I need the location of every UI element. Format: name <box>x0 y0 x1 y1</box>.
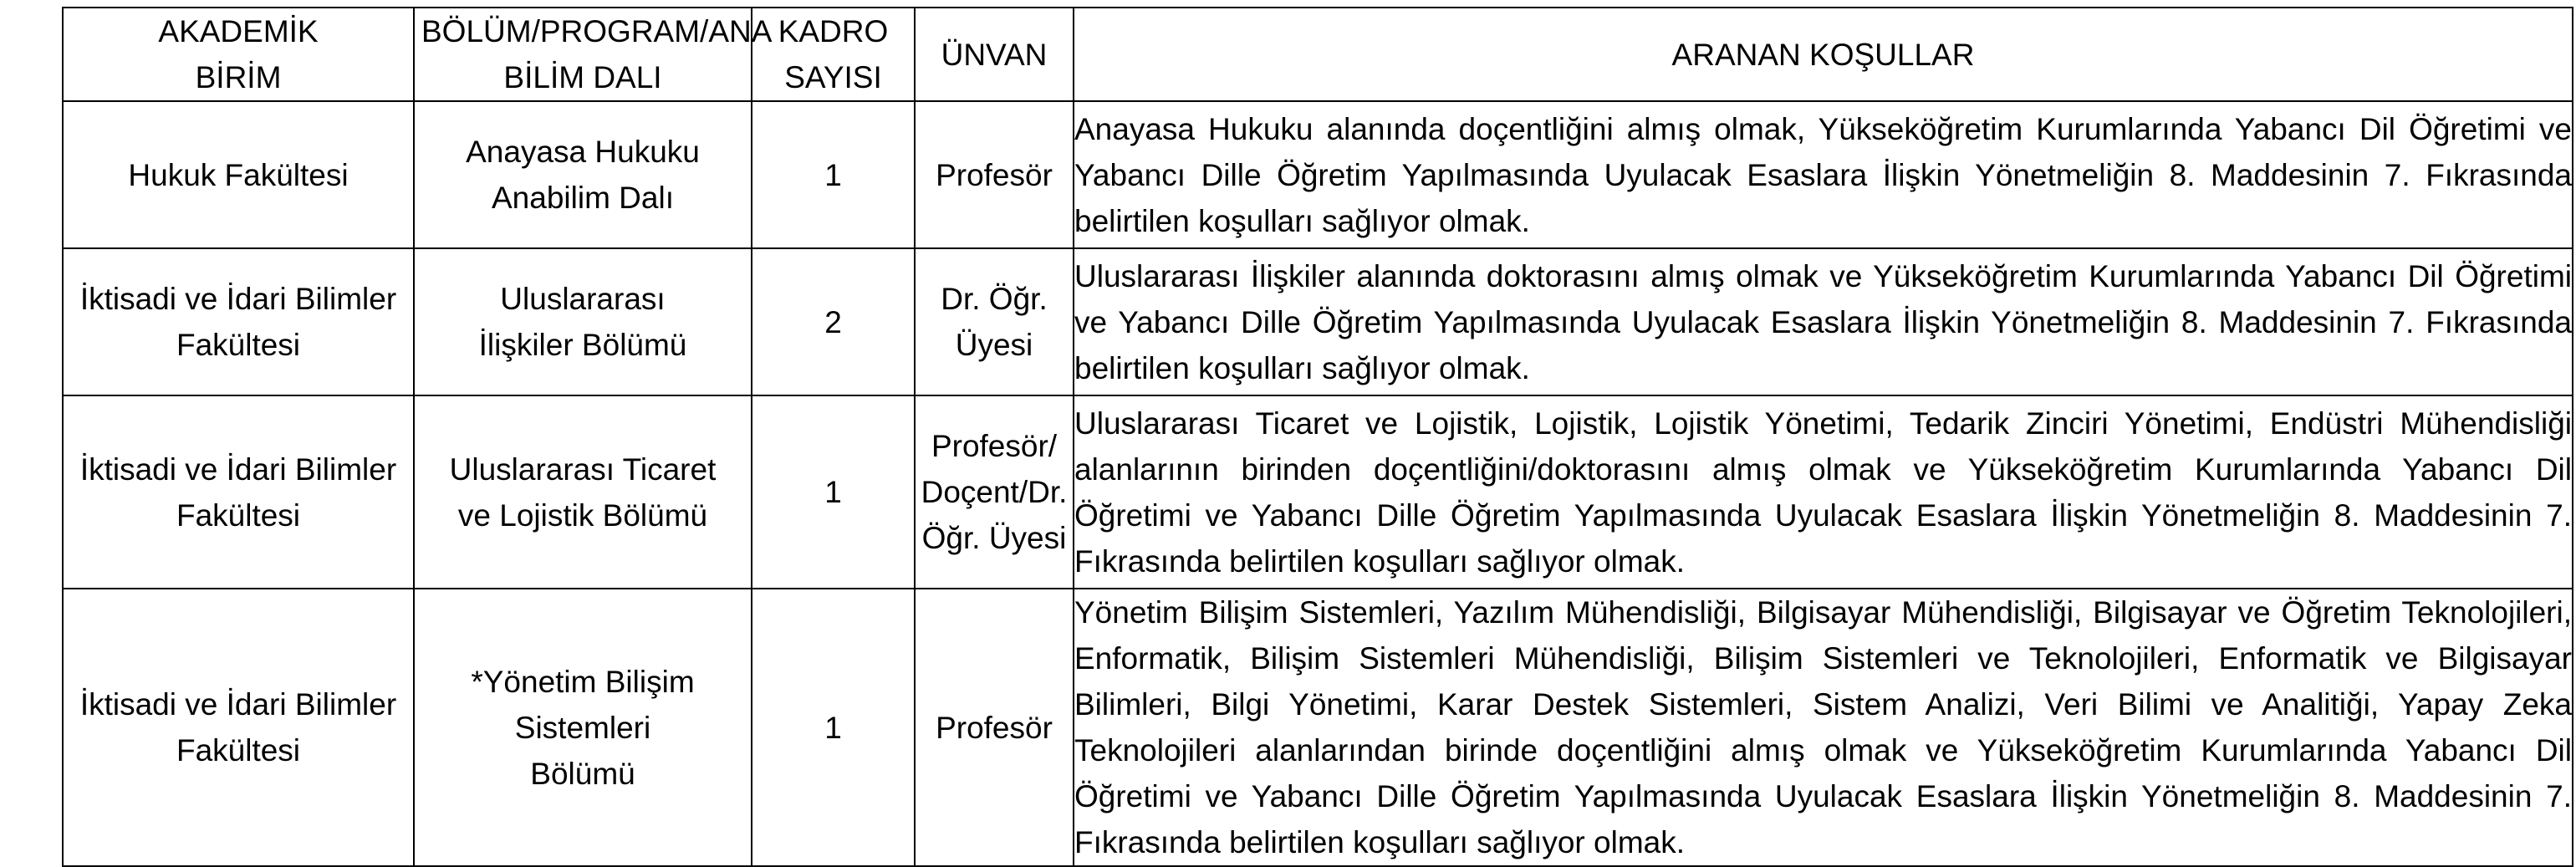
academic-positions-table <box>62 7 2573 867</box>
header-title: ÜNVAN <box>915 8 1074 101</box>
cell-title: Profesör/ Doçent/Dr. Öğr. Üyesi <box>915 395 1074 589</box>
cell-conditions: Uluslararası İlişkiler alanında doktorasını almış olmak ve Yükseköğretim Kurumlarında Yabancı Dil Öğretimi ve Yabancı Dille Öğretim Yapılmasında Uyulacak Esaslara İlişkin Yönetmeliğin 8. Maddesinin 7. Fıkrasında belirtilen koşulları sağlıyor olmak. <box>1074 248 2573 395</box>
header-row <box>63 8 2573 101</box>
header-position-count: KADRO SAYISI <box>752 8 915 101</box>
table-row <box>63 395 2573 589</box>
cell-conditions: Yönetim Bilişim Sistemleri, Yazılım Mühendisliği, Bilgisayar Mühendisliği, Bilgisayar ve Öğretim Teknolojileri, Enformatik, Bilişim Sistemleri Mühendisliği, Bilişim Sistemleri ve Teknolojileri, Enformatik ve Bilgisayar Bilimleri, Bilgi Yönetimi, Karar Destek Sistemleri, Sistem Analizi, Veri Bilimi ve Analitiği, Yapay Zeka Teknolojileri alanlarından birinde doçentliğini almış olmak ve Yükseköğretim Kurumlarında Yabancı Dil Öğretimi ve Yabancı Dille Öğretim Yapılmasında Uyulacak Esaslara İlişkin Yönetmeliğin 8. Maddesinin 7. Fıkrasında belirtilen koşulları sağlıyor olmak. <box>1074 589 2573 866</box>
table-row <box>63 589 2573 866</box>
cell-academic-unit: İktisadi ve İdari Bilimler Fakültesi <box>63 248 414 395</box>
cell-conditions: Uluslararası Ticaret ve Lojistik, Lojistik, Lojistik Yönetimi, Tedarik Zinciri Yönetimi, Endüstri Mühendisliği alanlarının birinden doçentliğini/doktorasını almış olmak ve Yükseköğretim Kurumlarında Yabancı Dil Öğretimi ve Yabancı Dille Öğretim Yapılmasında Uyulacak Esaslara İlişkin Yönetmeliğin 8. Maddesinin 7. Fıkrasında belirtilen koşulları sağlıyor olmak. <box>1074 395 2573 589</box>
cell-title: Profesör <box>915 101 1074 248</box>
header-department: BÖLÜM/PROGRAM/ANA BİLİM DALI <box>414 8 752 101</box>
cell-department: Anayasa Hukuku Anabilim Dalı <box>414 101 752 248</box>
table-header <box>63 8 2573 101</box>
cell-position-count: 2 <box>752 248 915 395</box>
cell-academic-unit: İktisadi ve İdari Bilimler Fakültesi <box>63 395 414 589</box>
cell-department: Uluslararası Ticaret ve Lojistik Bölümü <box>414 395 752 589</box>
table-body <box>63 101 2573 866</box>
cell-department: *Yönetim Bilişim Sistemleri Bölümü <box>414 589 752 866</box>
cell-academic-unit: Hukuk Fakültesi <box>63 101 414 248</box>
cell-title: Dr. Öğr. Üyesi <box>915 248 1074 395</box>
cell-academic-unit: İktisadi ve İdari Bilimler Fakültesi <box>63 589 414 866</box>
table-row <box>63 248 2573 395</box>
cell-position-count: 1 <box>752 589 915 866</box>
cell-title: Profesör <box>915 589 1074 866</box>
cell-position-count: 1 <box>752 395 915 589</box>
table-row <box>63 101 2573 248</box>
cell-position-count: 1 <box>752 101 915 248</box>
header-academic-unit: AKADEMİK BİRİM <box>63 8 414 101</box>
header-conditions: ARANAN KOŞULLAR <box>1074 8 2573 101</box>
cell-department: Uluslararası İlişkiler Bölümü <box>414 248 752 395</box>
cell-conditions: Anayasa Hukuku alanında doçentliğini almış olmak, Yükseköğretim Kurumlarında Yabancı Dil Öğretimi ve Yabancı Dille Öğretim Yapılmasında Uyulacak Esaslara İlişkin Yönetmeliğin 8. Maddesinin 7. Fıkrasında belirtilen koşulları sağlıyor olmak. <box>1074 101 2573 248</box>
